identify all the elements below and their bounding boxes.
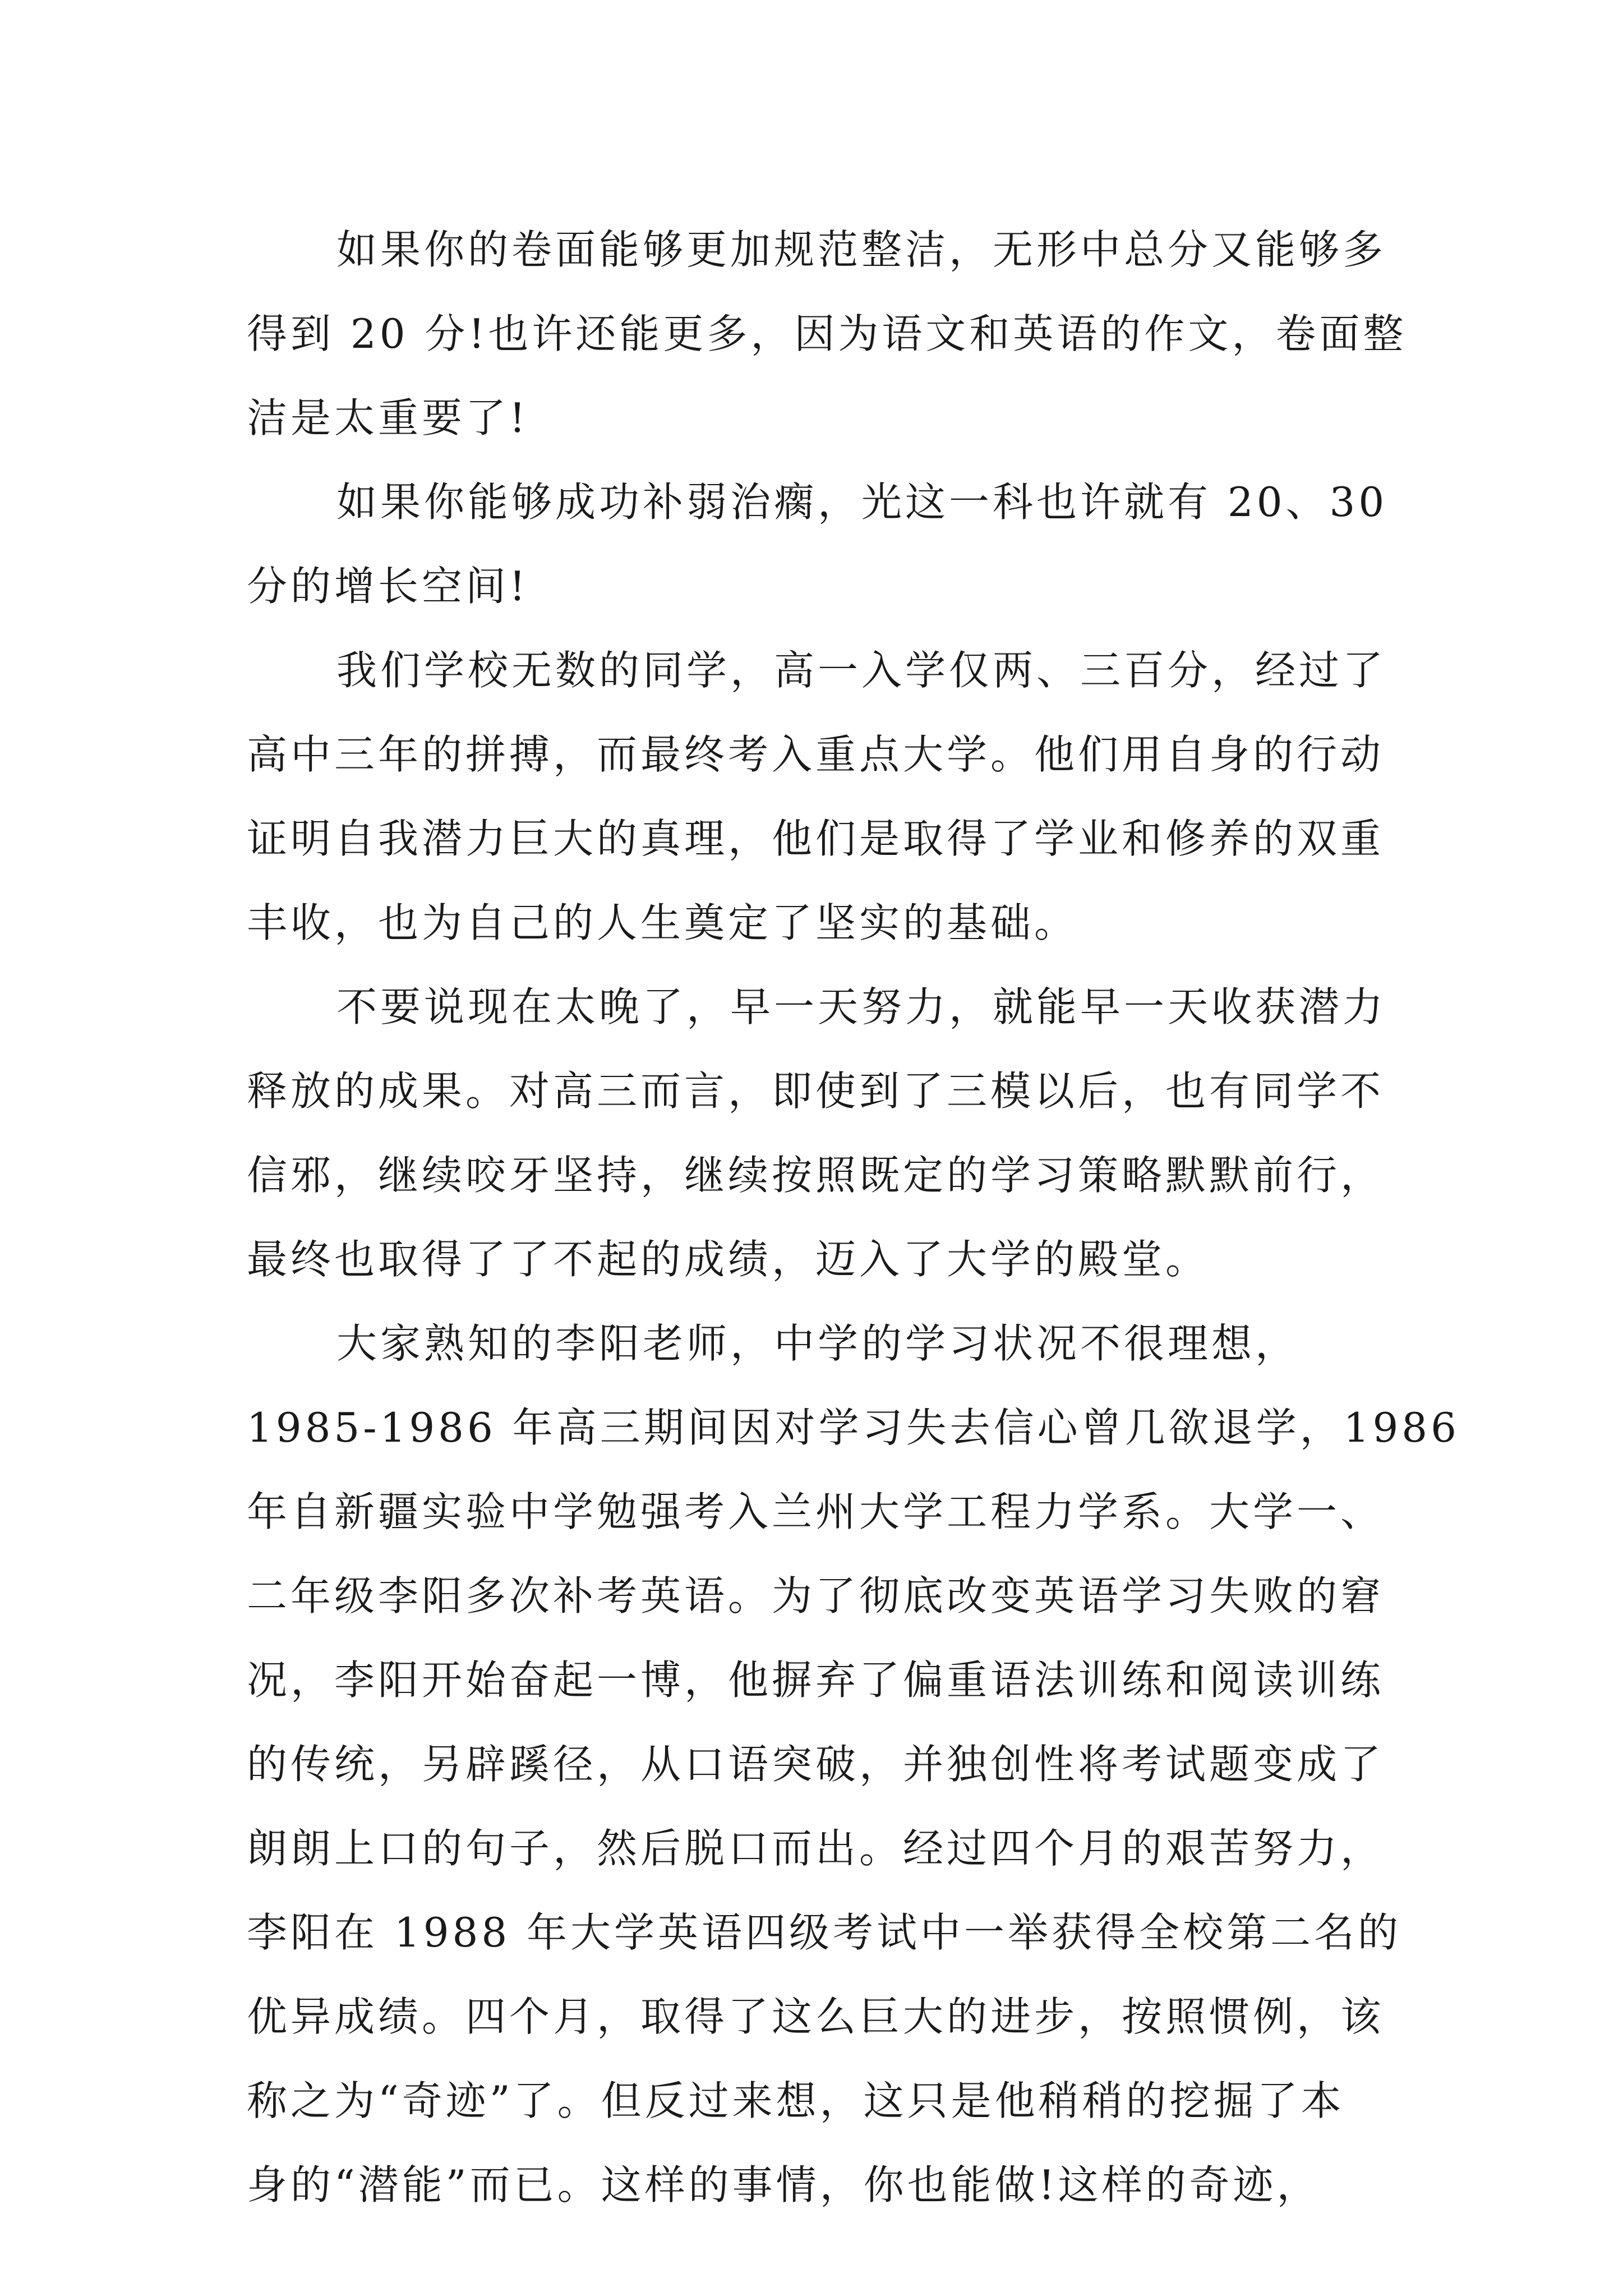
text-line: 况，李阳开始奋起一博，他摒弃了偏重语法训练和阅读训练 (247, 1657, 1385, 1704)
text-line: 丰收，也为自己的人生奠定了坚实的基础。 (247, 899, 1078, 946)
text-line: 如果你能够成功补弱治瘸，光这一科也许就有 20、30 (336, 478, 1388, 526)
text-line: 高中三年的拼搏，而最终考入重点大学。他们用自身的行动 (247, 731, 1385, 778)
text-line: 我们学校无数的同学，高一入学仅两、三百分，经过了 (336, 647, 1387, 694)
text-line: 朗朗上口的句子，然后脱口而出。经过四个月的艰苦努力， (247, 1825, 1385, 1872)
body-text (247, 208, 1460, 2227)
text-line: 的传统，另辟蹊径，从口语突破，并独创性将考试题变成了 (247, 1741, 1385, 1788)
text-line: 证明自我潜力巨大的真理，他们是取得了学业和修养的双重 (247, 815, 1385, 862)
text-line: 释放的成果。对高三而言，即使到了三模以后，也有同学不 (247, 1068, 1385, 1115)
text-line: 分的增长空间! (247, 563, 529, 610)
text-line: 二年级李阳多次补考英语。为了彻底改变英语学习失败的窘 (247, 1572, 1385, 1619)
text-line: 最终也取得了了不起的成绩，迈入了大学的殿堂。 (247, 1236, 1210, 1283)
text-line: 身的“潜能”而已。这样的事情，你也能做!这样的奇迹， (247, 2161, 1321, 2208)
text-line: 如果你的卷面能够更加规范整洁，无形中总分又能够多 (336, 226, 1387, 273)
text-line: 李阳在 1988 年大学英语四级考试中一举获得全校第二名的 (247, 1909, 1402, 1956)
text-line: 洁是太重要了! (247, 394, 529, 441)
text-line: 年自新疆实验中学勉强考入兰州大学工程力学系。大学一、 (247, 1488, 1385, 1535)
text-line: 1985-1986 年高三期间因对学习失去信心曾几欲退学，1986 (247, 1404, 1460, 1451)
text-line: 称之为“奇迹”了。但反过来想，这只是他稍稍的挖掘了本 (247, 2077, 1345, 2124)
text-line: 不要说现在太晚了，早一天努力，就能早一天收获潜力 (336, 983, 1387, 1030)
text-line: 得到 20 分!也许还能更多，因为语文和英语的作文，卷面整 (247, 310, 1407, 357)
text-line: 信邪，继续咬牙坚持，继续按照既定的学习策略默默前行， (247, 1152, 1385, 1199)
text-line: 大家熟知的李阳老师，中学的学习状况不很理想， (336, 1320, 1299, 1367)
text-line: 优异成绩。四个月，取得了这么巨大的进步，按照惯例，该 (247, 1993, 1385, 2040)
